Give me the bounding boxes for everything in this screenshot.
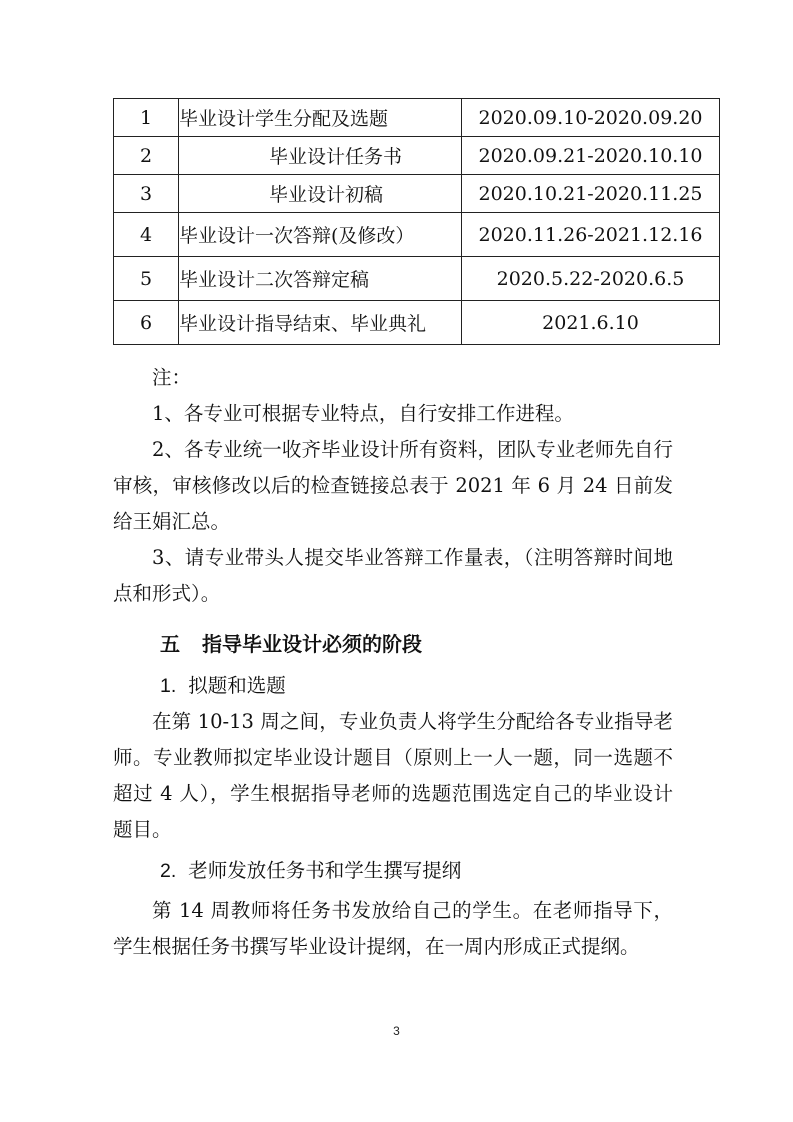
- row-date: 2020.10.21-2020.11.25: [462, 175, 720, 213]
- subsection-heading: [160, 670, 286, 698]
- row-number: 2: [114, 137, 179, 175]
- row-task: 毕业设计任务书: [179, 137, 462, 175]
- table-row: [114, 213, 720, 257]
- row-task: 毕业设计一次答辩(及修改）: [179, 213, 462, 257]
- subsection-title: 拟题和选题: [188, 674, 286, 697]
- paragraph: 第 14 周教师将任务书发放给自己的学生。在老师指导下，学生根据任务书撰写毕业设计提纲，在一周内形成正式提纲。: [113, 899, 673, 958]
- row-date: 2020.09.10-2020.09.20: [462, 99, 720, 137]
- row-task: 毕业设计指导结束、毕业典礼: [179, 301, 462, 345]
- row-date: 2021.6.10: [462, 301, 720, 345]
- table-row: [114, 257, 720, 301]
- table-row: [114, 301, 720, 345]
- paragraph: 在第 10-13 周之间，专业负责人将学生分配给各专业指导老师。专业教师拟定毕业设计题目（原则上一人一题，同一选题不超过 4 人），学生根据指导老师的选题范围选定自己的毕业设计题目。: [113, 710, 673, 841]
- subsection-heading: [160, 855, 461, 883]
- table-row: [114, 175, 720, 213]
- subsection-number: 1.: [160, 675, 177, 697]
- row-number: 4: [114, 213, 179, 257]
- note-1: 1、各专业可根据专业特点，自行安排工作进程。: [152, 402, 574, 425]
- row-number: 1: [114, 99, 179, 137]
- row-number: 6: [114, 301, 179, 345]
- notes-label: 注：: [152, 366, 192, 389]
- schedule-table: [113, 98, 720, 345]
- row-date: 2020.5.22-2020.6.5: [462, 257, 720, 301]
- row-task: 毕业设计学生分配及选题: [179, 99, 462, 137]
- subsection-number: 2.: [160, 860, 177, 882]
- section-number: 五: [160, 632, 180, 656]
- row-number: 5: [114, 257, 179, 301]
- section-heading: [160, 628, 422, 657]
- note-3: 3、请专业带头人提交毕业答辩工作量表，（注明答辩时间地点和形式）。: [113, 546, 673, 605]
- page-number: 3: [393, 1024, 400, 1038]
- row-date: 2020.11.26-2021.12.16: [462, 213, 720, 257]
- row-task: 毕业设计初稿: [179, 175, 462, 213]
- row-number: 3: [114, 175, 179, 213]
- row-date: 2020.09.21-2020.10.10: [462, 137, 720, 175]
- section-title: 指导毕业设计必须的阶段: [202, 632, 422, 656]
- note-2: 2、各专业统一收齐毕业设计所有资料，团队专业老师先自行审核，审核修改以后的检查链接总表于 2021 年 6 月 24 日前发给王娟汇总。: [113, 438, 673, 533]
- table-row: [114, 99, 720, 137]
- table-row: [114, 137, 720, 175]
- subsection-title: 老师发放任务书和学生撰写提纲: [188, 859, 462, 882]
- row-task: 毕业设计二次答辩定稿: [179, 257, 462, 301]
